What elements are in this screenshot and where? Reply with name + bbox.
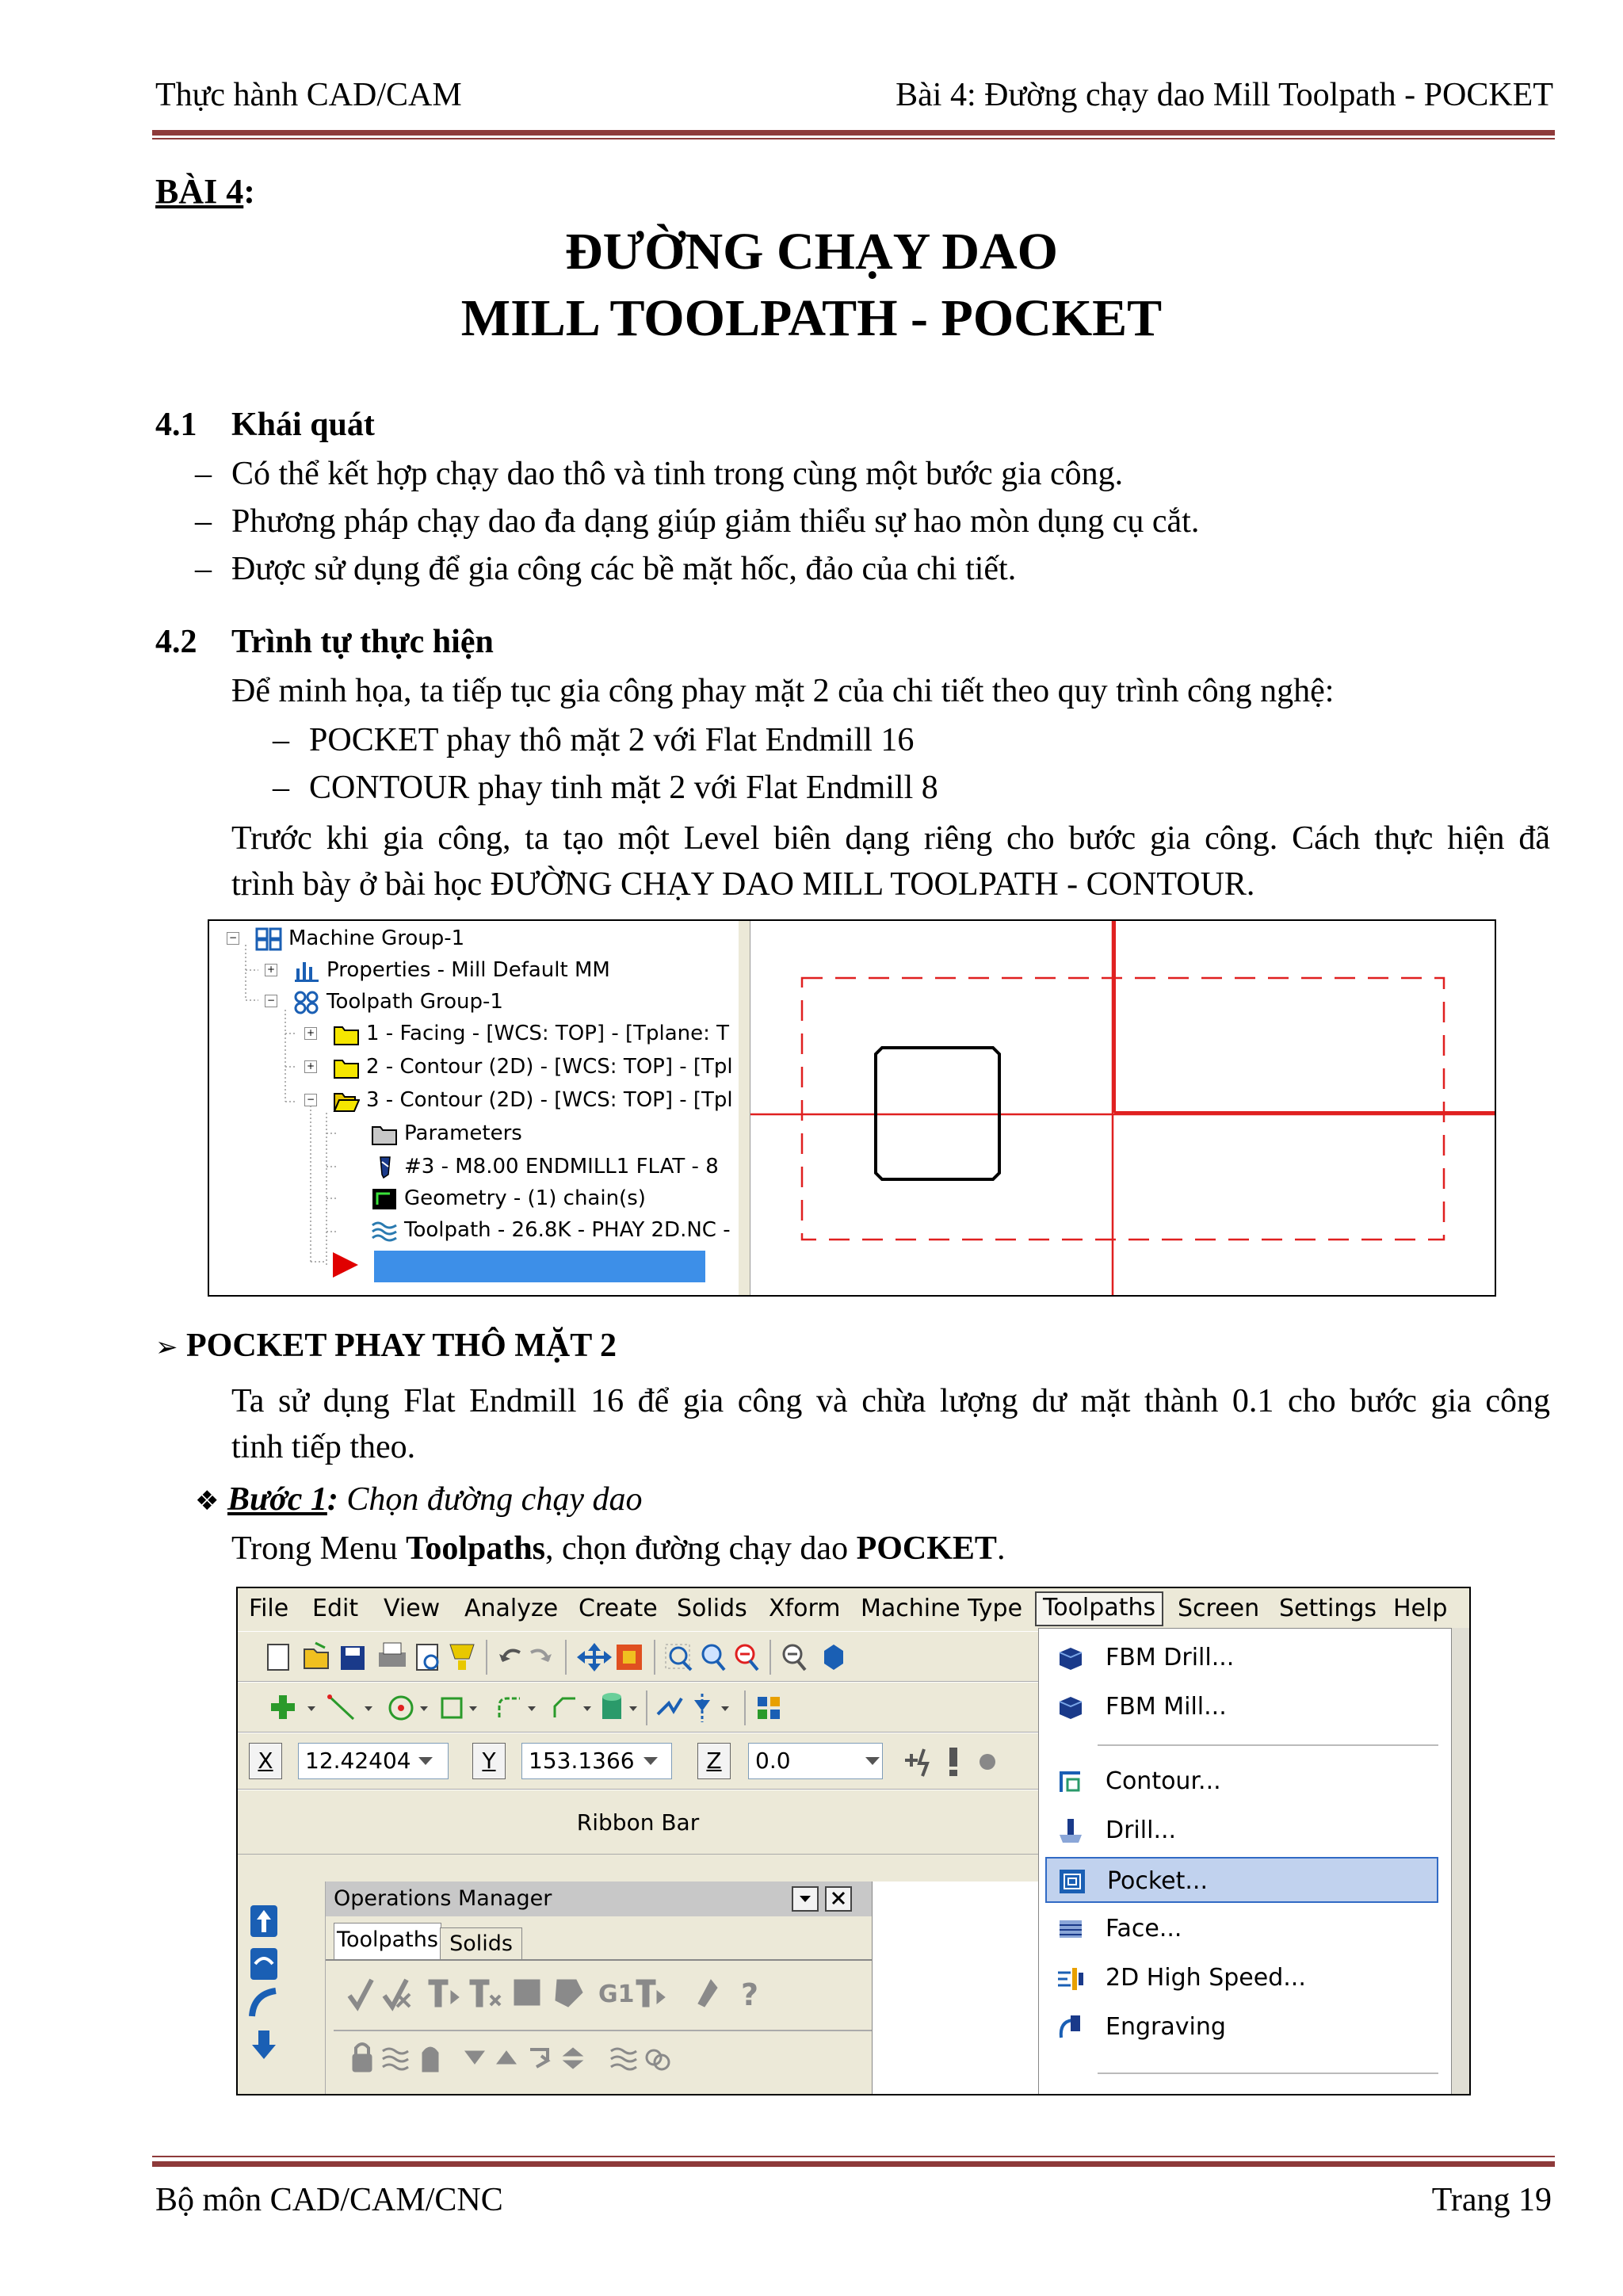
new-file-icon: [268, 1645, 288, 1670]
regenerate-dirty-icon: [470, 1980, 500, 2007]
menu-item-label: Engraving: [1106, 2013, 1226, 2041]
expand-toggle[interactable]: +: [304, 1060, 317, 1073]
page-number: Trang 19: [1431, 2182, 1552, 2218]
print-icon: [379, 1643, 406, 1667]
view-front-icon: [250, 1948, 277, 1980]
pan-icon: [577, 1643, 612, 1671]
page-title-line2: MILL TOOLPATH - POCKET: [460, 289, 1163, 347]
pocket-section-heading: [155, 1327, 617, 1365]
instruction-bold: Toolpaths: [406, 1530, 546, 1567]
menu-separator: [1098, 1744, 1438, 1746]
toggle-posting-icon: [383, 2049, 408, 2069]
operations-tree: [209, 921, 739, 1295]
tree-item-operation-3[interactable]: [333, 1084, 733, 1116]
post-icon: [636, 1980, 665, 2007]
operations-manager-titlebar: [326, 1881, 873, 1916]
point-icon: [271, 1695, 295, 1719]
menu-item-drill[interactable]: [1045, 1808, 1438, 1854]
pocket-heading-text: POCKET PHAY THÔ MẶT 2: [186, 1328, 617, 1364]
collapse-toggle[interactable]: −: [304, 1094, 317, 1106]
save-icon: [341, 1646, 365, 1670]
dropdown-arrow-icon: [420, 1706, 428, 1711]
move-up-icon: [497, 2051, 516, 2064]
y-dropdown-arrow[interactable]: [643, 1757, 658, 1765]
bullet-dash: –: [195, 503, 212, 540]
parameters-folder-icon: [371, 1122, 398, 1146]
zoom-window-icon: [666, 1645, 691, 1670]
zoom-previous-icon: [784, 1645, 805, 1670]
machine-group-icon: [255, 927, 282, 951]
dropdown-arrow-icon: [528, 1706, 536, 1711]
lock-icon: [353, 2044, 372, 2072]
tree-item-toolpath[interactable]: [371, 1214, 731, 1246]
menu-item-fbm-drill[interactable]: [1045, 1635, 1438, 1681]
view-toolbar: [242, 1897, 287, 2095]
expand-toggle[interactable]: +: [265, 964, 277, 976]
menu-item-pocket[interactable]: [1045, 1857, 1438, 1903]
section-heading: Khái quát: [231, 407, 375, 443]
gear-icon: [980, 1754, 995, 1770]
link-icon: [647, 2050, 669, 2069]
menu-settings[interactable]: Settings: [1279, 1595, 1377, 1622]
tree-item-label: 2 - Contour (2D) - [WCS: TOP] - [Tpl: [366, 1055, 733, 1079]
menu-machine-type[interactable]: Machine Type: [861, 1595, 1023, 1622]
tree-item-operation-2[interactable]: [333, 1051, 733, 1083]
collapse-toggle[interactable]: −: [227, 932, 239, 945]
header-left: Thực hành CAD/CAM: [155, 77, 462, 113]
toolbar-create-icons: [238, 1683, 1038, 1732]
window-scrollbar[interactable]: [1452, 1628, 1469, 2095]
menu-help[interactable]: Help: [1393, 1595, 1448, 1622]
toolpath-group-icon: [293, 991, 320, 1014]
lesson-colon: :: [243, 172, 255, 211]
x-axis-button[interactable]: X: [249, 1743, 282, 1779]
z-coordinate-field[interactable]: 0.0: [748, 1743, 883, 1779]
tree-item-label: Geometry - (1) chain(s): [404, 1186, 646, 1210]
menu-screen[interactable]: Screen: [1178, 1595, 1260, 1622]
fast-point-icon: [905, 1749, 927, 1776]
step-desc: Chọn đường chạy dao: [338, 1481, 643, 1518]
y-axis-button[interactable]: Y: [472, 1743, 506, 1779]
menu-xform[interactable]: Xform: [769, 1595, 841, 1622]
arrow-bullet-icon: ➢: [155, 1331, 178, 1363]
paragraph: trình bày ở bài học ĐƯỜNG CHẠY DAO MILL TOOLPATH - CONTOUR.: [231, 866, 1255, 903]
menu-analyze[interactable]: Analyze: [464, 1595, 559, 1622]
bullet-dash: –: [273, 770, 289, 806]
tree-item-label: #3 - M8.00 ENDMILL1 FLAT - 8: [404, 1155, 719, 1179]
header-right: Bài 4: Đường chạy dao Mill Toolpath - POCKET: [896, 77, 1553, 113]
menu-item-label: Drill...: [1106, 1817, 1177, 1844]
folder-icon: [333, 1056, 360, 1079]
tab-divider: [326, 1959, 873, 1961]
fast-point-icons: [900, 1743, 1027, 1779]
level-boundary: [802, 978, 1444, 1240]
menu-item-label: Face...: [1106, 1915, 1182, 1943]
expand-toggle[interactable]: +: [304, 1027, 317, 1040]
ribbon-bar-label: Ribbon Bar: [576, 1809, 700, 1836]
menu-separator: [1098, 2073, 1438, 2074]
section-number: 4.2: [155, 624, 197, 660]
verify-icon: [556, 1980, 582, 2007]
toolpaths-menu-screenshot: [236, 1587, 1471, 2095]
hide-icon: [422, 2047, 438, 2072]
bullet-text: CONTOUR phay tinh mặt 2 với Flat Endmill 8: [309, 770, 938, 806]
section-heading: Trình tự thực hiện: [231, 624, 494, 660]
tab-solids[interactable]: Solids: [440, 1927, 522, 1961]
shade-icon: [824, 1645, 843, 1670]
graphics-viewport: [750, 921, 1495, 1295]
paragraph: Để minh họa, ta tiếp tục gia công phay mặt 2 của chi tiết theo quy trình công nghệ:: [231, 673, 1335, 709]
bullet-text: Được sử dụng để gia công các bề mặt hốc, đảo của chi tiết.: [231, 551, 1017, 587]
move-down-icon: [465, 2051, 484, 2064]
endmill-icon: [371, 1156, 398, 1179]
menu-item-label: FBM Drill...: [1106, 1644, 1235, 1671]
menu-item-label: FBM Mill...: [1106, 1693, 1227, 1721]
dropdown-arrow-icon: [365, 1706, 372, 1711]
line-icon: [327, 1694, 353, 1719]
dropdown-arrow-icon: [721, 1706, 729, 1711]
svg-text:?: ?: [741, 1977, 759, 2012]
instruction-text: .: [996, 1530, 1006, 1567]
menu-file[interactable]: File: [249, 1595, 289, 1622]
operations-tree-screenshot: [208, 919, 1496, 1297]
chamfer-icon: [555, 1698, 575, 1717]
engraving-icon: [1056, 2014, 1085, 2041]
menu-item-face[interactable]: [1045, 1906, 1438, 1952]
footer-left: Bộ môn CAD/CAM/CNC: [155, 2182, 503, 2218]
tree-item-geometry[interactable]: [371, 1182, 646, 1214]
properties-icon: [293, 959, 320, 983]
dropdown-arrow-icon: [583, 1706, 591, 1711]
fit-icon: [617, 1645, 642, 1670]
tree-item-properties[interactable]: [293, 954, 610, 986]
step-heading: [195, 1476, 642, 1525]
bullet-text: Có thể kết hợp chạy dao thô và tinh trong cùng một bước gia công.: [231, 456, 1124, 492]
contour-icon: [1056, 1768, 1085, 1795]
insert-arrow-move-icon: [530, 2050, 548, 2067]
step-instruction: [231, 1525, 1005, 1572]
menu-create[interactable]: Create: [579, 1595, 658, 1622]
scroll-icon: [563, 2048, 582, 2069]
menu-item-contour[interactable]: [1045, 1759, 1438, 1805]
fbm-drill-icon: [1056, 1645, 1085, 1671]
transform-icon: [658, 1698, 682, 1714]
toolpath-icon: [371, 1219, 398, 1243]
folder-icon: [333, 1022, 360, 1046]
menu-view[interactable]: View: [384, 1595, 441, 1622]
redo-icon: [531, 1651, 552, 1662]
z-axis-button[interactable]: Z: [697, 1743, 731, 1779]
view-down-icon: [252, 2030, 276, 2059]
view-rotate-icon: [252, 1991, 276, 2016]
high-speed-icon: [1056, 1965, 1085, 1992]
y-coordinate-field[interactable]: 153.1366: [521, 1743, 672, 1779]
solid-cylinder-icon: [602, 1693, 621, 1719]
menu-toolpaths[interactable]: Toolpaths: [1035, 1591, 1163, 1626]
paragraph: Ta sử dụng Flat Endmill 16 để gia công và chừa lượng dư mặt thành 0.1 cho bước gia công: [231, 1383, 1550, 1419]
fillet-icon: [499, 1698, 520, 1717]
tree-item-label: Machine Group-1: [288, 926, 465, 950]
step-label: Bước 1: [227, 1481, 327, 1518]
toolbar-standard-icons: [238, 1632, 1038, 1681]
view-top-icon: [250, 1905, 277, 1937]
regenerate-icon: [429, 1980, 459, 2007]
diamond-bullet-icon: ❖: [195, 1485, 220, 1517]
tree-item-machine-group[interactable]: [255, 923, 464, 954]
footer-rule-thin: [152, 2156, 1555, 2157]
page-title-line1: ĐƯỜNG CHẠY DAO: [564, 223, 1059, 281]
toolpath-display-icon: [611, 2049, 636, 2069]
operations-toolbar: [334, 1964, 873, 2095]
fbm-mill-icon: [1056, 1694, 1085, 1721]
instruction-text: , chọn đường chạy dao: [545, 1530, 857, 1567]
highfeed-icon: [698, 1980, 717, 2007]
rectangle-icon: [442, 1698, 461, 1717]
x-dropdown-arrow[interactable]: [418, 1757, 433, 1765]
tree-item-label: Parameters: [404, 1121, 522, 1145]
open-folder-icon: [333, 1089, 360, 1113]
paragraph: tinh tiếp theo.: [231, 1429, 416, 1465]
operations-manager-panel: [325, 1881, 873, 2095]
circle-icon: [390, 1697, 412, 1719]
footer-rule: [152, 2161, 1555, 2167]
drill-icon: [1056, 1817, 1085, 1844]
menu-item-label: Contour...: [1106, 1767, 1221, 1795]
menu-edit[interactable]: Edit: [312, 1595, 359, 1622]
zoom-icon: [703, 1645, 724, 1670]
undo-icon: [499, 1651, 520, 1662]
header-rule-thin: [152, 138, 1555, 139]
face-icon: [1056, 1916, 1085, 1943]
dropdown-arrow-icon: [469, 1706, 477, 1711]
dropdown-arrow-icon: [307, 1706, 315, 1711]
tree-item-label: 3 - Contour (2D) - [WCS: TOP] - [Tpl: [366, 1088, 733, 1112]
toolpaths-dropdown-menu: [1038, 1628, 1452, 2095]
tree-item-tool[interactable]: [371, 1151, 719, 1182]
close-icon: [827, 1888, 850, 1910]
lesson-label: [155, 171, 255, 212]
instruction-text: Trong Menu: [231, 1530, 407, 1567]
menu-item-fbm-mill[interactable]: [1045, 1684, 1438, 1730]
pocket-icon: [1058, 1868, 1086, 1895]
step-colon: :: [327, 1481, 338, 1518]
mirror-icon: [694, 1694, 710, 1722]
insert-arrow-icon: [330, 1249, 361, 1281]
instruction-bold: POCKET: [856, 1530, 997, 1567]
print-preview-icon: [417, 1645, 437, 1670]
menu-item-2d-high-speed[interactable]: [1045, 1955, 1438, 2001]
panel-menu-button[interactable]: [792, 1886, 819, 1912]
tree-item-label: Toolpath Group-1: [327, 990, 503, 1014]
pane-splitter[interactable]: [739, 921, 750, 1295]
menu-bar: [238, 1588, 1469, 1629]
bullet-text: Phương pháp chạy dao đa dạng giúp giảm thiểu sự hao mòn dụng cụ cắt.: [231, 503, 1200, 540]
bullet-dash: –: [273, 722, 289, 758]
post-selected-label: G1: [598, 1981, 635, 2008]
geometry-icon: [371, 1187, 398, 1211]
paragraph: Trước khi gia công, ta tạo một Level biên dạng riêng cho bước gia công. Cách thực hiện đã: [231, 820, 1550, 857]
open-file-icon: [304, 1643, 328, 1668]
dropdown-arrow-icon: [629, 1706, 637, 1711]
tree-item-label: 1 - Facing - [WCS: TOP] - [Tplane: T: [366, 1022, 730, 1045]
bullet-text: POCKET phay thô mặt 2 với Flat Endmill 16: [309, 722, 915, 758]
tree-item-label: Properties - Mill Default MM: [327, 958, 610, 982]
select-all-icon: [349, 1980, 372, 2007]
collapse-toggle[interactable]: −: [265, 995, 277, 1007]
tab-toolpaths[interactable]: Toolpaths: [334, 1923, 441, 1960]
select-invalid-icon: [384, 1980, 410, 2007]
menu-item-engraving[interactable]: [1045, 2004, 1438, 2050]
grid-icon: [758, 1697, 780, 1719]
help-icon: [741, 1977, 758, 2012]
insert-position-highlight: [374, 1251, 705, 1282]
tree-item-toolpath-group[interactable]: [293, 986, 503, 1018]
trophy-icon: [450, 1645, 474, 1670]
chevron-down-icon: [793, 1888, 817, 1910]
header-rule: [152, 130, 1555, 136]
x-coordinate-field[interactable]: 12.42404: [298, 1743, 449, 1779]
zoom-out-icon: [736, 1645, 758, 1670]
menu-item-label: 2D High Speed...: [1106, 1964, 1306, 1992]
bullet-dash: –: [195, 551, 212, 587]
operations-manager-title: Operations Manager: [334, 1886, 552, 1911]
tree-item-label: Toolpath - 26.8K - PHAY 2D.NC -: [404, 1218, 731, 1242]
menu-item-label: Pocket...: [1107, 1867, 1209, 1895]
backplot-icon: [514, 1980, 540, 2005]
z-dropdown-arrow[interactable]: [865, 1757, 880, 1765]
lesson-label-text: BÀI 4: [155, 172, 244, 211]
tree-item-parameters[interactable]: [371, 1117, 522, 1149]
section-number: 4.1: [155, 407, 197, 443]
menu-solids[interactable]: Solids: [677, 1595, 747, 1622]
exclamation-icon: [949, 1748, 957, 1776]
right-panel: [872, 1881, 1039, 2095]
bullet-dash: –: [195, 456, 212, 492]
panel-close-button[interactable]: [825, 1886, 852, 1912]
tree-item-operation-1[interactable]: [333, 1018, 729, 1049]
